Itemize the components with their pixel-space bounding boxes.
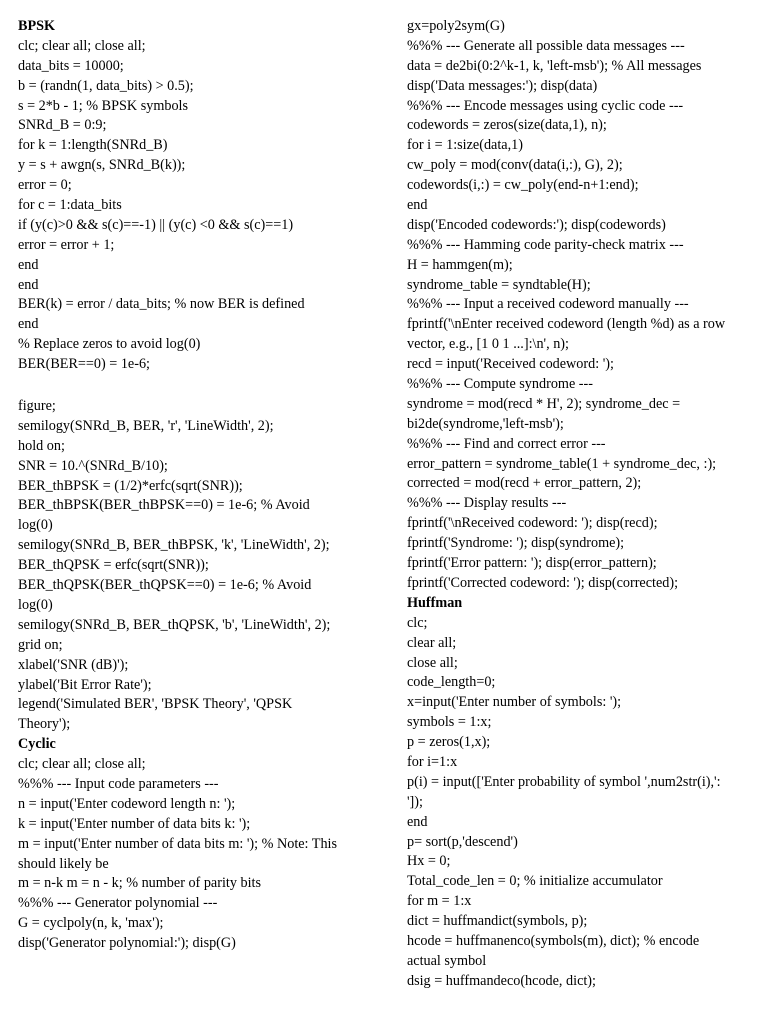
code-line: disp('Generator polynomial:'); disp(G)	[18, 935, 236, 952]
code-line: BER_thQPSK = erfc(sqrt(SNR));	[18, 557, 209, 574]
code-line: fprintf('\nEnter received codeword (length %d) as a row	[407, 316, 726, 333]
code-line: SNRd_B = 0:9;	[18, 117, 107, 134]
code-line: b = (randn(1, data_bits) > 0.5);	[18, 77, 194, 94]
code-line: % Replace zeros to avoid log(0)	[18, 336, 201, 353]
code-line: vector, e.g., [1 0 1 ...]:\n', n);	[407, 336, 569, 353]
code-line: disp('Encoded codewords:'); disp(codewords)	[407, 216, 666, 233]
code-line: for c = 1:data_bits	[18, 197, 122, 214]
code-line: %%% --- Generate all possible data messages ---	[407, 37, 685, 54]
code-line: bi2de(syndrome,'left-msb');	[407, 415, 564, 432]
code-line: end	[18, 316, 39, 333]
code-line: error = 0;	[18, 177, 72, 194]
code-line: H = hammgen(m);	[407, 256, 513, 273]
code-line: G = cyclpoly(n, k, 'max');	[18, 915, 164, 932]
code-line: %%% --- Generator polynomial ---	[18, 895, 218, 912]
code-line: for i=1:x	[407, 753, 458, 770]
code-line: Theory');	[18, 716, 71, 733]
code-line: syndrome = mod(recd * H', 2); syndrome_dec =	[407, 395, 681, 412]
code-line: p(i) = input(['Enter probability of symbol ',num2str(i),':	[407, 773, 721, 790]
code-line: BER_thQPSK(BER_thQPSK==0) = 1e-6; % Avoid	[18, 577, 312, 594]
code-line: %%% --- Input a received codeword manually ---	[407, 296, 689, 313]
code-line: semilogy(SNRd_B, BER, 'r', 'LineWidth', 2);	[18, 417, 274, 434]
code-line: fprintf('Corrected codeword: '); disp(corrected);	[407, 574, 679, 591]
code-line: corrected = mod(recd + error_pattern, 2);	[407, 475, 642, 492]
code-line: %%% --- Hamming code parity-check matrix ---	[407, 236, 684, 253]
code-line: syndrome_table = syndtable(H);	[407, 276, 591, 293]
code-line: %%% --- Input code parameters ---	[18, 775, 219, 792]
code-line: fprintf('Error pattern: '); disp(error_pattern);	[407, 555, 657, 572]
code-line: clc;	[407, 614, 428, 631]
code-line: figure;	[18, 398, 56, 415]
code-line: %%% --- Display results ---	[407, 495, 567, 512]
code-line: end	[407, 197, 428, 214]
code-line: xlabel('SNR (dB)');	[18, 656, 129, 673]
code-line: s = 2*b - 1; % BPSK symbols	[18, 97, 189, 114]
code-line: grid on;	[18, 636, 63, 653]
code-line: BER(k) = error / data_bits; % now BER is defined	[18, 296, 305, 313]
code-line: end	[18, 256, 39, 273]
code-line: Hx = 0;	[407, 853, 451, 870]
code-line: ']);	[407, 793, 423, 810]
code-line: codewords(i,:) = cw_poly(end-n+1:end);	[407, 177, 639, 194]
code-line: dsig = huffmandeco(hcode, dict);	[407, 972, 596, 989]
code-line: %%% --- Encode messages using cyclic code ---	[407, 97, 684, 114]
code-line: gx=poly2sym(G)	[407, 18, 505, 34]
code-line: log(0)	[18, 517, 53, 534]
code-line: if (y(c)>0 && s(c)==-1) || (y(c) <0 && s(c)==1)	[18, 216, 294, 233]
right-code-column	[407, 17, 752, 992]
code-line: log(0)	[18, 596, 53, 613]
code-line: should likely be	[18, 855, 109, 872]
code-line: fprintf('\nReceived codeword: '); disp(recd);	[407, 515, 658, 532]
code-line: hold on;	[18, 437, 65, 454]
code-line: dict = huffmandict(symbols, p);	[407, 913, 588, 930]
code-line: k = input('Enter number of data bits k: ');	[18, 815, 251, 832]
code-line: close all;	[407, 654, 458, 671]
code-line: SNR = 10.^(SNRd_B/10);	[18, 457, 168, 474]
code-line: data = de2bi(0:2^k-1, k, 'left-msb'); % All messages	[407, 57, 702, 74]
code-line: error_pattern = syndrome_table(1 + syndrome_dec, :);	[407, 455, 717, 472]
code-line: BER_thBPSK(BER_thBPSK==0) = 1e-6; % Avoid	[18, 497, 310, 514]
section-heading: Cyclic	[18, 736, 56, 753]
code-line: actual symbol	[407, 952, 487, 969]
code-line: fprintf('Syndrome: '); disp(syndrome);	[407, 535, 625, 552]
code-line: cw_poly = mod(conv(data(i,:), G), 2);	[407, 157, 623, 174]
code-line: clear all;	[407, 634, 457, 651]
code-line: semilogy(SNRd_B, BER_thBPSK, 'k', 'LineWidth', 2);	[18, 537, 330, 554]
code-line: for m = 1:x	[407, 893, 472, 910]
code-line: data_bits = 10000;	[18, 57, 124, 74]
code-line: recd = input('Received codeword: ');	[407, 356, 614, 373]
code-line: BER_thBPSK = (1/2)*erfc(sqrt(SNR));	[18, 477, 243, 494]
code-line: p = zeros(1,x);	[407, 734, 491, 751]
code-line: %%% --- Find and correct error ---	[407, 435, 606, 452]
code-line: semilogy(SNRd_B, BER_thQPSK, 'b', 'LineWidth', 2);	[18, 616, 331, 633]
code-line: %%% --- Compute syndrome ---	[407, 376, 593, 393]
code-line: n = input('Enter codeword length n: ');	[18, 795, 236, 812]
code-line: m = n-k m = n - k; % number of parity bits	[18, 875, 261, 892]
code-line: x=input('Enter number of symbols: ');	[407, 694, 622, 711]
section-heading: BPSK	[18, 18, 56, 34]
left-code-column	[18, 17, 368, 954]
code-line: code_length=0;	[407, 674, 496, 691]
code-line: hcode = huffmanenco(symbols(m), dict); % encode	[407, 932, 700, 949]
code-line: Total_code_len = 0; % initialize accumulator	[407, 873, 663, 890]
code-line: clc; clear all; close all;	[18, 756, 146, 773]
code-line: ylabel('Bit Error Rate');	[18, 676, 152, 693]
code-line: codewords = zeros(size(data,1), n);	[407, 117, 607, 134]
code-line: y = s + awgn(s, SNRd_B(k));	[18, 157, 186, 174]
code-line: for i = 1:size(data,1)	[407, 137, 523, 154]
code-line: end	[18, 276, 39, 293]
code-line: for k = 1:length(SNRd_B)	[18, 137, 168, 154]
section-heading: Huffman	[407, 594, 463, 611]
code-line: error = error + 1;	[18, 236, 115, 253]
code-line	[18, 375, 368, 397]
code-line: m = input('Enter number of data bits m: '); % Note: This	[18, 835, 338, 852]
code-line: disp('Data messages:'); disp(data)	[407, 77, 598, 94]
code-line: end	[407, 813, 428, 830]
code-line: legend('Simulated BER', 'BPSK Theory', 'QPSK	[18, 696, 293, 713]
code-line: clc; clear all; close all;	[18, 37, 146, 54]
code-line: BER(BER==0) = 1e-6;	[18, 356, 150, 373]
code-line: symbols = 1:x;	[407, 714, 492, 731]
code-line: p= sort(p,'descend')	[407, 833, 518, 850]
